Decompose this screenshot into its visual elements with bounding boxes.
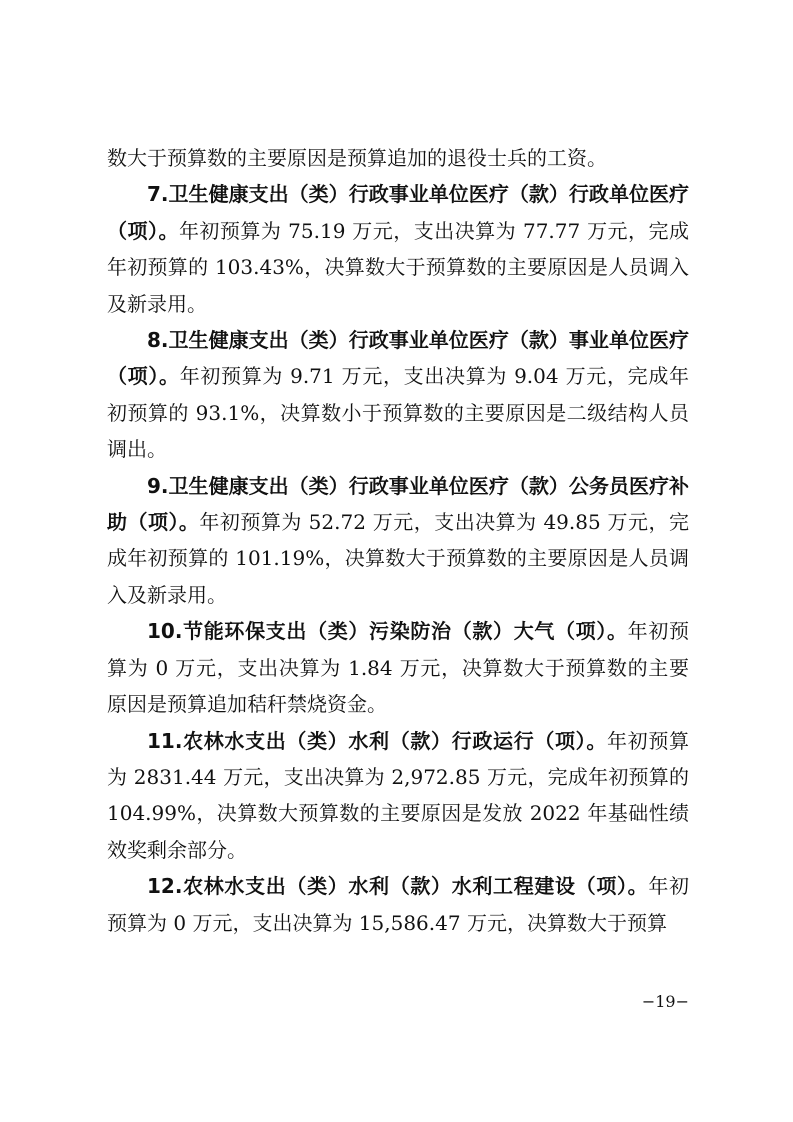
- item-8-text: 年初预算为 9.71 万元，支出决算为 9.04 万元，完成年初预算的 93.1%，决算数小于预算数的主要原因是二级结构人员调出。: [107, 364, 690, 462]
- document-body: [107, 140, 689, 941]
- item-7-heading: 7.卫生健康支出（类）行政事业单位医疗（款）行政单位医疗（项）。: [107, 182, 689, 243]
- item-8-heading: 8.卫生健康支出（类）行政事业单位医疗（款）事业单位医疗（项）。: [107, 328, 689, 389]
- page-number: −19−: [641, 992, 689, 1011]
- item-12-text: 年初预算为 0 万元，支出决算为 15,586.47 万元，决算数大于预算: [107, 874, 690, 935]
- intro-continuation: 数大于预算数的主要原因是预算追加的退役士兵的工资。: [107, 146, 607, 170]
- item-9-text: 年初预算为 52.72 万元，支出决算为 49.85 万元，完成年初预算的 101.19%，决算数大于预算数的主要原因是人员调入及新录用。: [107, 510, 690, 607]
- item-9: [107, 468, 689, 614]
- item-7-text: 年初预算为 75.19 万元，支出决算为 77.77 万元，完成年初预算的 103.43%，决算数大于预算数的主要原因是人员调入及新录用。: [107, 218, 689, 316]
- item-9-heading: 9.卫生健康支出（类）行政事业单位医疗（款）公务员医疗补助（项）。: [107, 473, 689, 535]
- item-10: [107, 613, 689, 722]
- item-10-text: 年初预算为 0 万元，支出决算为 1.84 万元，决算数大于预算数的主要原因是预算追加秸秆禁烧资金。: [107, 619, 689, 717]
- item-8: [107, 322, 689, 468]
- item-10-heading: 10.节能环保支出（类）污染防治（款）大气（项）。: [147, 619, 628, 644]
- item-12-heading: 12.农林水支出（类）水利（款）水利工程建设（项）。: [147, 874, 649, 899]
- item-7: [107, 176, 689, 322]
- item-12: [107, 868, 689, 941]
- item-11: [107, 723, 689, 869]
- item-11-heading: 11.农林水支出（类）水利（款）行政运行（项）。: [147, 728, 608, 753]
- item-11-text: 年初预算为 2831.44 万元，支出决算为 2,972.85 万元，完成年初预算的 104.99%，决算数大预算数的主要原因是发放 2022 年基础性绩效奖剩余部分。: [107, 728, 690, 862]
